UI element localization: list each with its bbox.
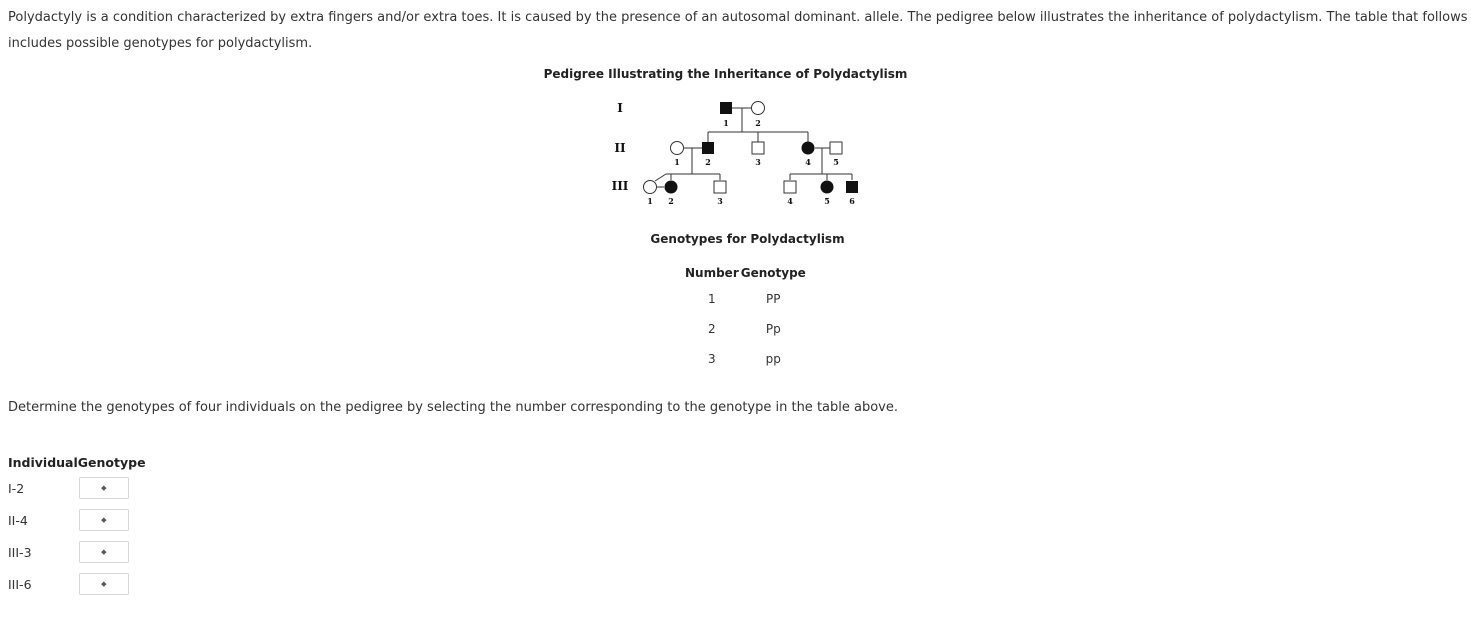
pedigree-diagram [600, 92, 880, 214]
individual-II-3 [752, 142, 764, 154]
individual-III-4 [784, 181, 796, 193]
gen2-num-4: 4 [805, 157, 811, 167]
individual-label: III-3 [8, 544, 32, 560]
answer-table [8, 452, 146, 600]
individual-I-2 [752, 102, 765, 115]
gen3-num-1: 1 [647, 196, 653, 206]
genotype-header-number: Number [685, 266, 739, 280]
individual-II-5 [830, 142, 842, 154]
gen3-num-2: 2 [668, 196, 674, 206]
genotype-value: PP [766, 292, 781, 306]
individual-III-5 [821, 181, 834, 194]
answer-header-individual: Individual [8, 454, 78, 470]
pedigree-title: Pedigree Illustrating the Inheritance of Polydactylism [543, 67, 908, 81]
genotype-number: 1 [708, 292, 716, 306]
genotype-number: 2 [708, 322, 716, 336]
select-arrow-icon: ◆ [101, 515, 107, 524]
select-arrow-icon: ◆ [101, 547, 107, 556]
question-prompt: Determine the genotypes of four individuals on the pedigree by selecting the number corresponding to the genotype in the table above. [8, 400, 898, 415]
table-row [8, 568, 146, 600]
gen3-num-3: 3 [717, 196, 723, 206]
individual-III-3 [714, 181, 726, 193]
genotype-header-genotype: Genotype [740, 266, 806, 280]
select-arrow-icon: ◆ [101, 483, 107, 492]
genotype-select-I-2[interactable] [79, 477, 129, 499]
individual-III-6 [846, 181, 858, 193]
gen3-num-4: 4 [787, 196, 793, 206]
genotype-value: pp [765, 352, 781, 366]
genotype-table [684, 262, 807, 374]
individual-I-1 [720, 102, 732, 114]
gen3-num-6: 6 [849, 196, 855, 206]
genotype-number: 3 [708, 352, 716, 366]
gen-label-3: III [611, 179, 629, 193]
individual-II-4 [802, 142, 815, 155]
table-row [684, 344, 807, 374]
intro-text: Polydactyly is a condition characterized by extra fingers and/or extra toes. It is caused by the presence of an autosomal dominant. allele. The pedigree below illustrates the inheritance of polydactylism. The table that follows includes possible genotypes for polydactylism. [8, 10, 1468, 51]
gen-label-1: I [617, 101, 623, 115]
genotype-select-II-4[interactable] [79, 509, 129, 531]
select-arrow-icon: ◆ [101, 579, 107, 588]
individual-III-1 [644, 181, 657, 194]
gen-label-2: II [614, 141, 626, 155]
table-row [8, 504, 146, 536]
individual-label: I-2 [8, 480, 25, 496]
gen3-num-5: 5 [824, 196, 830, 206]
table-row [8, 472, 146, 504]
gen2-num-1: 1 [674, 157, 680, 167]
genotype-value: Pp [765, 322, 781, 336]
table-row [684, 284, 807, 314]
gen1-num-1: 1 [723, 118, 729, 128]
genotype-select-III-6[interactable] [79, 573, 129, 595]
individual-III-2 [665, 181, 678, 194]
individual-II-1 [671, 142, 684, 155]
individual-label: II-4 [8, 512, 28, 528]
individual-label: III-6 [8, 576, 32, 592]
gen2-num-3: 3 [755, 157, 761, 167]
table-row [684, 314, 807, 344]
table-row [8, 536, 146, 568]
gen1-num-2: 2 [755, 118, 761, 128]
genotype-table-title: Genotypes for Polydactylism [650, 232, 845, 246]
gen2-num-2: 2 [705, 157, 711, 167]
answer-header-genotype: Genotype [77, 454, 146, 470]
individual-II-2 [702, 142, 714, 154]
genotype-select-III-3[interactable] [79, 541, 129, 563]
gen2-num-5: 5 [833, 157, 839, 167]
